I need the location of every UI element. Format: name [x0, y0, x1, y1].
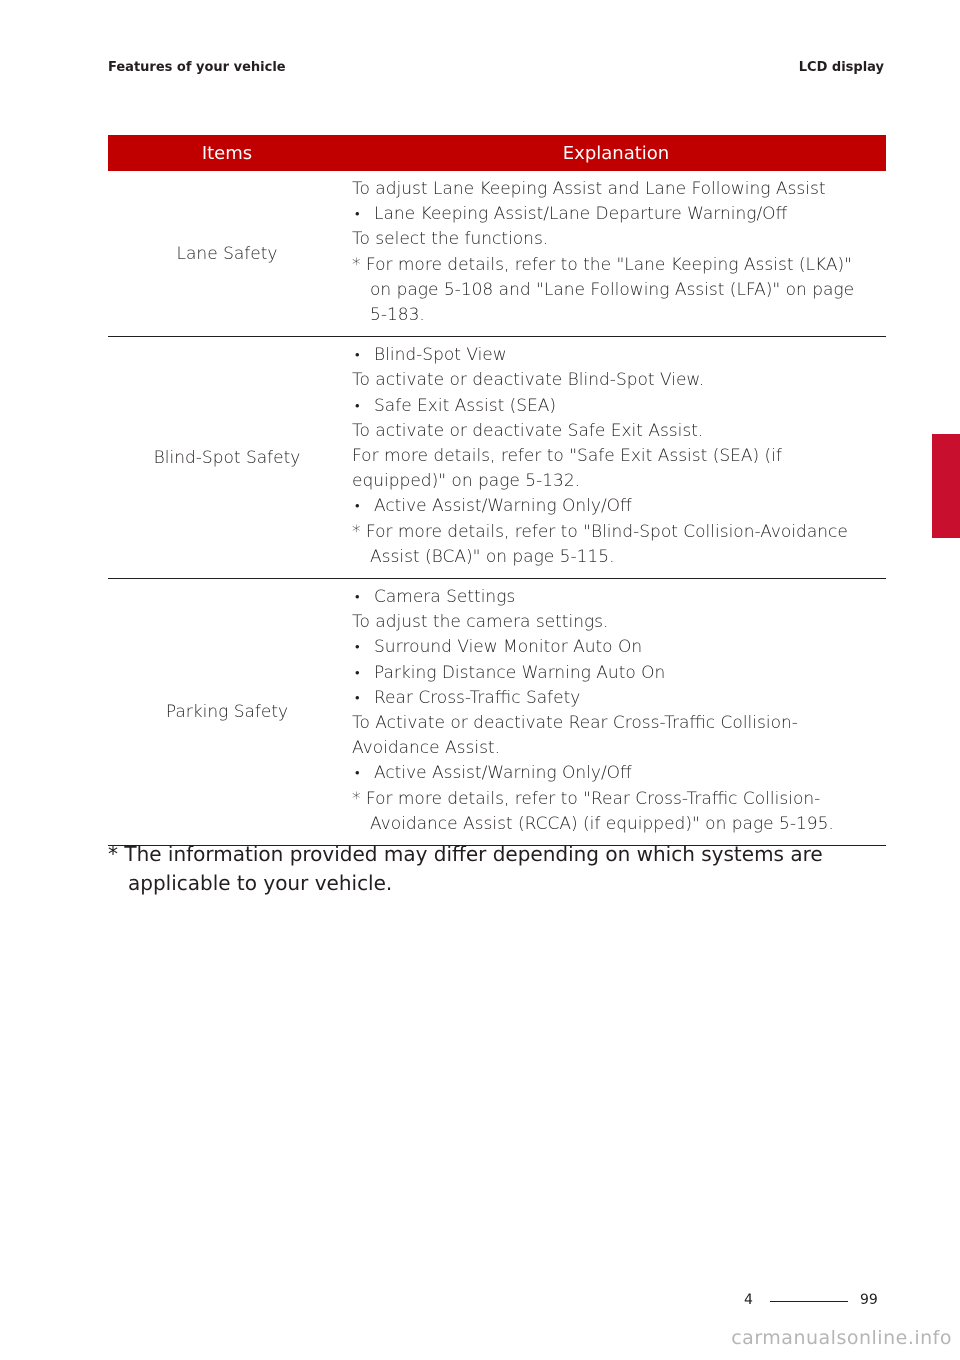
reference-note-continuation: on page 5-108 and "Lane Following Assist (LFA)" on page	[370, 279, 855, 300]
bullet-item: • Blind-Spot View	[352, 343, 886, 368]
bullet-item: • Camera Settings	[352, 585, 886, 610]
explanation-text: To select the functions.	[352, 229, 549, 250]
watermark: carmanualsonline.info	[731, 1327, 952, 1349]
running-header-section: Features of your vehicle	[108, 60, 286, 75]
explanation-text: For more details, refer to "Safe Exit Assist (SEA) (if	[352, 446, 782, 467]
reference-note-continuation: Assist (BCA)" on page 5-115.	[370, 546, 615, 567]
reference-note-continuation: Avoidance Assist (RCCA) (if equipped)" on page 5-195.	[370, 813, 834, 834]
footnote-line-1: * The information provided may differ depending on which systems are	[108, 842, 823, 866]
reference-note-continuation: 5-183.	[370, 305, 425, 326]
running-header-topic: LCD display	[798, 60, 884, 75]
table-row	[108, 579, 886, 846]
footnote-line-2: applicable to your vehicle.	[128, 871, 393, 895]
column-header-explanation: Explanation	[346, 135, 886, 171]
reference-note-text: * For more details, refer to "Blind-Spot Collision-Avoidance	[352, 521, 848, 542]
reference-note	[352, 787, 886, 837]
footnote	[108, 840, 868, 898]
reference-note	[352, 253, 886, 329]
table-header-row	[108, 135, 886, 171]
table-row	[108, 337, 886, 579]
item-name-cell: Parking Safety	[108, 579, 346, 846]
bullet-item: • Parking Distance Warning Auto On	[352, 661, 886, 686]
bullet-item: • Surround View Monitor Auto On	[352, 635, 886, 660]
explanation-cell	[346, 579, 886, 846]
explanation-text: To activate or deactivate Blind-Spot View.	[352, 370, 705, 391]
item-name-cell: Blind-Spot Safety	[108, 337, 346, 579]
explanation-text: To Activate or deactivate Rear Cross-Traffic Collision-	[352, 713, 798, 734]
reference-note	[352, 520, 886, 570]
explanation-text: To adjust the camera settings.	[352, 612, 609, 633]
reference-note-text: * For more details, refer to "Rear Cross-Traffic Collision-	[352, 788, 821, 809]
explanation-text: To adjust Lane Keeping Assist and Lane Following Assist	[352, 179, 826, 199]
column-header-items: Items	[108, 135, 346, 171]
bullet-item: • Lane Keeping Assist/Lane Departure Warning/Off	[352, 202, 886, 227]
page-chapter-number: 4	[744, 1292, 753, 1308]
explanation-cell	[346, 337, 886, 579]
page-number-rule	[770, 1301, 848, 1302]
explanation-text: To activate or deactivate Safe Exit Assist.	[352, 420, 704, 441]
bullet-item: • Active Assist/Warning Only/Off	[352, 761, 886, 786]
chapter-tab-number: 4	[943, 512, 956, 533]
bullet-item: • Rear Cross-Traffic Safety	[352, 686, 886, 711]
bullet-item: • Active Assist/Warning Only/Off	[352, 494, 886, 519]
table-body	[108, 171, 886, 846]
table-row	[108, 171, 886, 337]
page-number: 99	[860, 1292, 878, 1308]
explanation-cell	[346, 171, 886, 337]
settings-table	[108, 135, 886, 846]
item-name-cell: Lane Safety	[108, 171, 346, 337]
explanation-text: equipped)" on page 5-132.	[352, 471, 581, 492]
bullet-item: • Safe Exit Assist (SEA)	[352, 394, 886, 419]
explanation-text: Avoidance Assist.	[352, 738, 501, 759]
reference-note-text: * For more details, refer to the "Lane Keeping Assist (LKA)"	[352, 254, 852, 275]
